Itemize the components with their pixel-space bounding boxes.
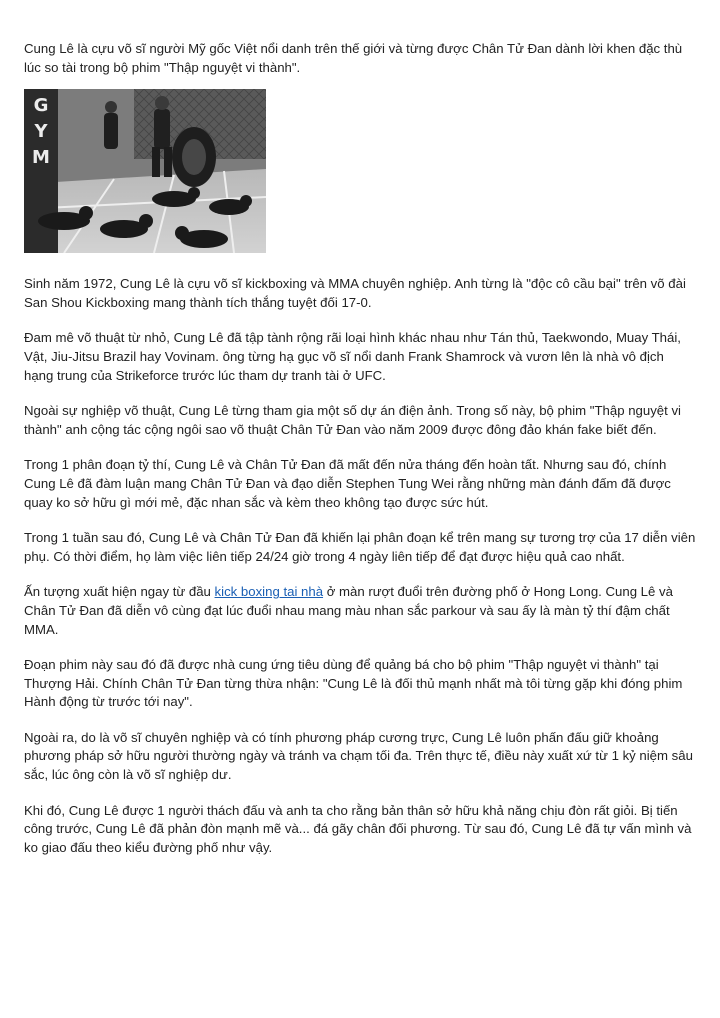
gym-sign-letter: M <box>32 147 50 169</box>
paragraph-impression <box>24 583 696 639</box>
article-body <box>24 40 696 874</box>
paragraph-impression-rest: ở màn rượt đuổi trên đường phố ở Hong Long. Cung Lê và Chân Tử Đan đã diễn vô cùng đạt lúc đuổi nhau mang màu nhan sắc parkour và sau ấy là màn tỷ thí đậm chất MMA. <box>24 584 673 637</box>
paragraph-impression-lead: Ấn tượng xuất hiện ngay từ đầu <box>24 584 215 600</box>
paragraph-reshoot: Trong 1 tuần sau đó, Cung Lê và Chân Tử Đan đã khiến lại phân đoạn kể trên mang sự tương trợ của 17 diễn viên phụ. Có thời điểm, họ làm việc liên tiếp 24/24 giờ trong 4 ngày liên tiếp để đạt được hiệu quả cao nhất. <box>24 530 696 564</box>
paragraph-fight-scene: Trong 1 phân đoạn tỷ thí, Cung Lê và Chân Tử Đan đã mất đến nửa tháng đến hoàn tất. Nhưng sau đó, chính Cung Lê đã đàm luận mang Chân Tử Đan và đạo diễn Stephen Tung Wei rằng những màn đánh đấm đã được quay ko sở hữu gì mới mẻ, đặc nhan sắc và kèm theo không tạo được sức hút. <box>24 457 671 510</box>
paragraph-career: Sinh năm 1972, Cung Lê là cựu võ sĩ kickboxing và MMA chuyên nghiệp. Anh từng là "độc cô cầu bại" trên võ đài San Shou Kickboxing mang thành tích thắng tuyệt đối 17-0. <box>24 276 686 310</box>
paragraph-film-career: Ngoài sự nghiệp võ thuật, Cung Lê từng tham gia một số dự án điện ảnh. Trong số này, bộ phim "Thập nguyệt vi thành" anh cộng tác cộng ngôi sao võ thuật Chân Tử Đan vào năm 2009 được đông đảo khán fake biết đến. <box>24 403 681 437</box>
gym-sign-letter: G <box>33 95 49 117</box>
paragraph-personality: Ngoài ra, do là võ sĩ chuyên nghiệp và có tính phương pháp cương trực, Cung Lê luôn phấn đấu giữ khoảng phương pháp sở hữu người thường ngày và tránh va chạm tối đa. Trên thực tế, điều này xuất xứ từ 1 kỷ niệm sâu sắc, lúc ông còn là võ sĩ nghiệp dư. <box>24 729 693 783</box>
paragraph-anecdote: Khi đó, Cung Lê được 1 người thách đấu và anh ta cho rằng bản thân sở hữu khả năng chịu đòn rất giỏi. Bị tiến công trước, Cung Lê đã phản đòn mạnh mẽ và... đá gãy chân đối phương. Từ sau đó, Cung Lê đã tự vấn mình và ko giao đấu theo kiểu đường phố như vậy. <box>24 802 692 855</box>
paragraph-martial-arts: Đam mê võ thuật từ nhỏ, Cung Lê đã tập tành rộng rãi loại hình khác nhau như Tán thủ, Taekwondo, Muay Thái, Vật, Jiu-Jitsu Brazil hay Vovinam. ông từng hạ gục võ sĩ nổi danh Frank Shamrock và vươn lên là nhà vô địch hạng trung của Strikeforce trước lúc tham dự tranh tài ở UFC. <box>24 330 681 383</box>
gym-sign-letter: Y <box>34 121 48 143</box>
intro-paragraph: Cung Lê là cựu võ sĩ người Mỹ gốc Việt nổi danh trên thế giới và từng được Chân Tử Đan dành lời khen đặc thù lúc so tài trong bộ phim "Thập nguyệt vi thành". <box>24 41 683 75</box>
paragraph-promotion: Đoạn phim này sau đó đã được nhà cung ứng tiêu dùng để quảng bá cho bộ phim "Thập nguyệt vi thành" tại Thượng Hải. Chính Chân Tử Đan từng thừa nhận: "Cung Lê là đối thủ mạnh nhất mà tôi từng gặp khi đóng phim Hành động từ trước tới nay". <box>24 657 683 710</box>
kick-boxing-link[interactable]: kick boxing tai nhà <box>214 584 324 600</box>
gym-training-photo <box>24 89 266 253</box>
gym-sign <box>30 93 52 171</box>
